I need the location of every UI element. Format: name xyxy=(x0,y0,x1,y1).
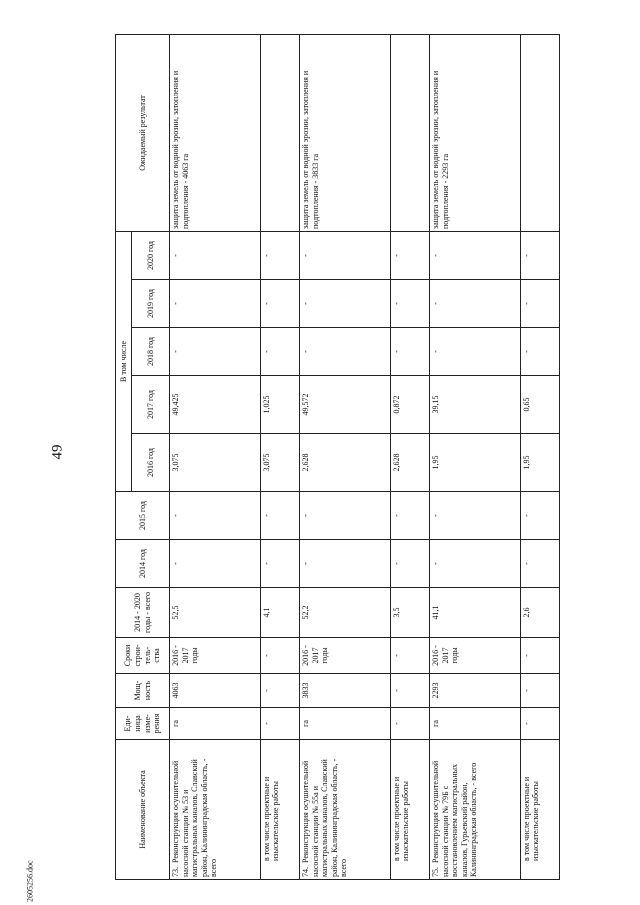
result-cell: защита земель от водной эрозии, затопления и подтопления - 2293 га xyxy=(429,34,520,231)
unit-cell: га xyxy=(299,708,390,740)
total-cell: 52,5 xyxy=(170,588,261,638)
capacity-cell: - xyxy=(390,674,429,708)
y2014-cell: - xyxy=(520,540,559,588)
y2015-cell: - xyxy=(260,492,299,540)
rotated-sheet xyxy=(115,35,560,880)
y2020-cell: - xyxy=(170,231,261,279)
header-incl: В том числе xyxy=(116,231,132,491)
result-cell xyxy=(390,34,429,231)
y2019-cell: - xyxy=(520,280,559,328)
header-2020: 2020 год xyxy=(132,231,170,279)
y2019-cell: - xyxy=(260,280,299,328)
y2015-cell: - xyxy=(429,492,520,540)
page-number: 49 xyxy=(49,444,66,460)
y2018-cell: - xyxy=(520,328,559,376)
y2019-cell: - xyxy=(390,280,429,328)
y2017-cell: 49,572 xyxy=(299,376,390,434)
y2015-cell: - xyxy=(520,492,559,540)
y2014-cell: - xyxy=(299,540,390,588)
y2018-cell: - xyxy=(429,328,520,376)
header-2015: 2015 год xyxy=(116,492,170,540)
y2016-cell: 2,628 xyxy=(390,434,429,492)
y2014-cell: - xyxy=(170,540,261,588)
header-unit: Еди-ница изме-рения xyxy=(116,708,170,740)
y2020-cell: - xyxy=(520,231,559,279)
y2017-cell: 0,872 xyxy=(390,376,429,434)
header-2018: 2018 год xyxy=(132,328,170,376)
y2019-cell: - xyxy=(299,280,390,328)
y2017-cell: 39,15 xyxy=(429,376,520,434)
object-name: 74.Реконструкция осушительной насосной станции № 55а и магистральных каналов, Славский район, Калининградская область, - всего xyxy=(299,740,390,880)
terms-cell: - xyxy=(390,638,429,674)
y2018-cell: - xyxy=(260,328,299,376)
object-name: в том числе проектные и изыскательские работы xyxy=(260,740,299,880)
y2014-cell: - xyxy=(429,540,520,588)
header-total: 2014 - 2020 годы - всего xyxy=(116,588,170,638)
y2020-cell: - xyxy=(260,231,299,279)
y2015-cell: - xyxy=(299,492,390,540)
y2015-cell: - xyxy=(390,492,429,540)
capacity-cell: 4063 xyxy=(170,674,261,708)
header-result: Ожидаемый результат xyxy=(116,34,170,231)
y2015-cell: - xyxy=(170,492,261,540)
y2020-cell: - xyxy=(390,231,429,279)
y2016-cell: 1,95 xyxy=(429,434,520,492)
y2014-cell: - xyxy=(260,540,299,588)
total-cell: 4,1 xyxy=(260,588,299,638)
y2016-cell: 1,95 xyxy=(520,434,559,492)
table-row xyxy=(429,34,520,879)
result-cell xyxy=(520,34,559,231)
object-name: в том числе проектные и изыскательские работы xyxy=(390,740,429,880)
table-row xyxy=(260,34,299,879)
y2017-cell: 49,425 xyxy=(170,376,261,434)
terms-cell: - xyxy=(260,638,299,674)
total-cell: 41,1 xyxy=(429,588,520,638)
capacity-cell: - xyxy=(520,674,559,708)
object-name: 73.Реконструкция осушительной насосной станции № 53 и магистральных каналов, Славский район, Калининградская область, - всего xyxy=(170,740,261,880)
terms-cell: - xyxy=(520,638,559,674)
y2018-cell: - xyxy=(170,328,261,376)
y2017-cell: 0,65 xyxy=(520,376,559,434)
object-name: в том числе проектные и изыскательские работы xyxy=(520,740,559,880)
table-row xyxy=(170,34,261,879)
terms-cell: 2016 - 2017 годы xyxy=(170,638,261,674)
total-cell: 2,6 xyxy=(520,588,559,638)
investment-table xyxy=(115,34,560,880)
capacity-cell: - xyxy=(260,674,299,708)
y2016-cell: 3,075 xyxy=(170,434,261,492)
unit-cell: га xyxy=(429,708,520,740)
header-capacity: Мощ-ность xyxy=(116,674,170,708)
terms-cell: 2016 - 2017 годы xyxy=(299,638,390,674)
total-cell: 52,2 xyxy=(299,588,390,638)
y2018-cell: - xyxy=(299,328,390,376)
header-terms: Сроки строи-тель-ства xyxy=(116,638,170,674)
capacity-cell: 2293 xyxy=(429,674,520,708)
header-2016: 2016 год xyxy=(132,434,170,492)
y2017-cell: 1,025 xyxy=(260,376,299,434)
unit-cell: - xyxy=(260,708,299,740)
capacity-cell: 3833 xyxy=(299,674,390,708)
header-2017: 2017 год xyxy=(132,376,170,434)
table-row xyxy=(390,34,429,879)
y2018-cell: - xyxy=(390,328,429,376)
unit-cell: - xyxy=(390,708,429,740)
table-row xyxy=(520,34,559,879)
object-name: 75.Реконструкция осушительной насосной станции № 79Б с восстановлением магистральных каналов, Гурьевский район, Калининградская область, - всего xyxy=(429,740,520,880)
y2016-cell: 3,075 xyxy=(260,434,299,492)
header-2019: 2019 год xyxy=(132,280,170,328)
header-2014: 2014 год xyxy=(116,540,170,588)
unit-cell: га xyxy=(170,708,261,740)
result-cell xyxy=(260,34,299,231)
header-name: Наименование объекта xyxy=(116,740,170,880)
terms-cell: 2016 - 2017 годы xyxy=(429,638,520,674)
y2016-cell: 2,628 xyxy=(299,434,390,492)
y2019-cell: - xyxy=(170,280,261,328)
result-cell: защита земель от водной эрозии, затопления и подтопления - 4063 га xyxy=(170,34,261,231)
y2019-cell: - xyxy=(429,280,520,328)
footer-filename: 2605256.doc xyxy=(25,860,35,902)
y2014-cell: - xyxy=(390,540,429,588)
table-row xyxy=(299,34,390,879)
y2020-cell: - xyxy=(299,231,390,279)
total-cell: 3,5 xyxy=(390,588,429,638)
unit-cell: - xyxy=(520,708,559,740)
result-cell: защита земель от водной эрозии, затопления и подтопления - 3833 га xyxy=(299,34,390,231)
y2020-cell: - xyxy=(429,231,520,279)
